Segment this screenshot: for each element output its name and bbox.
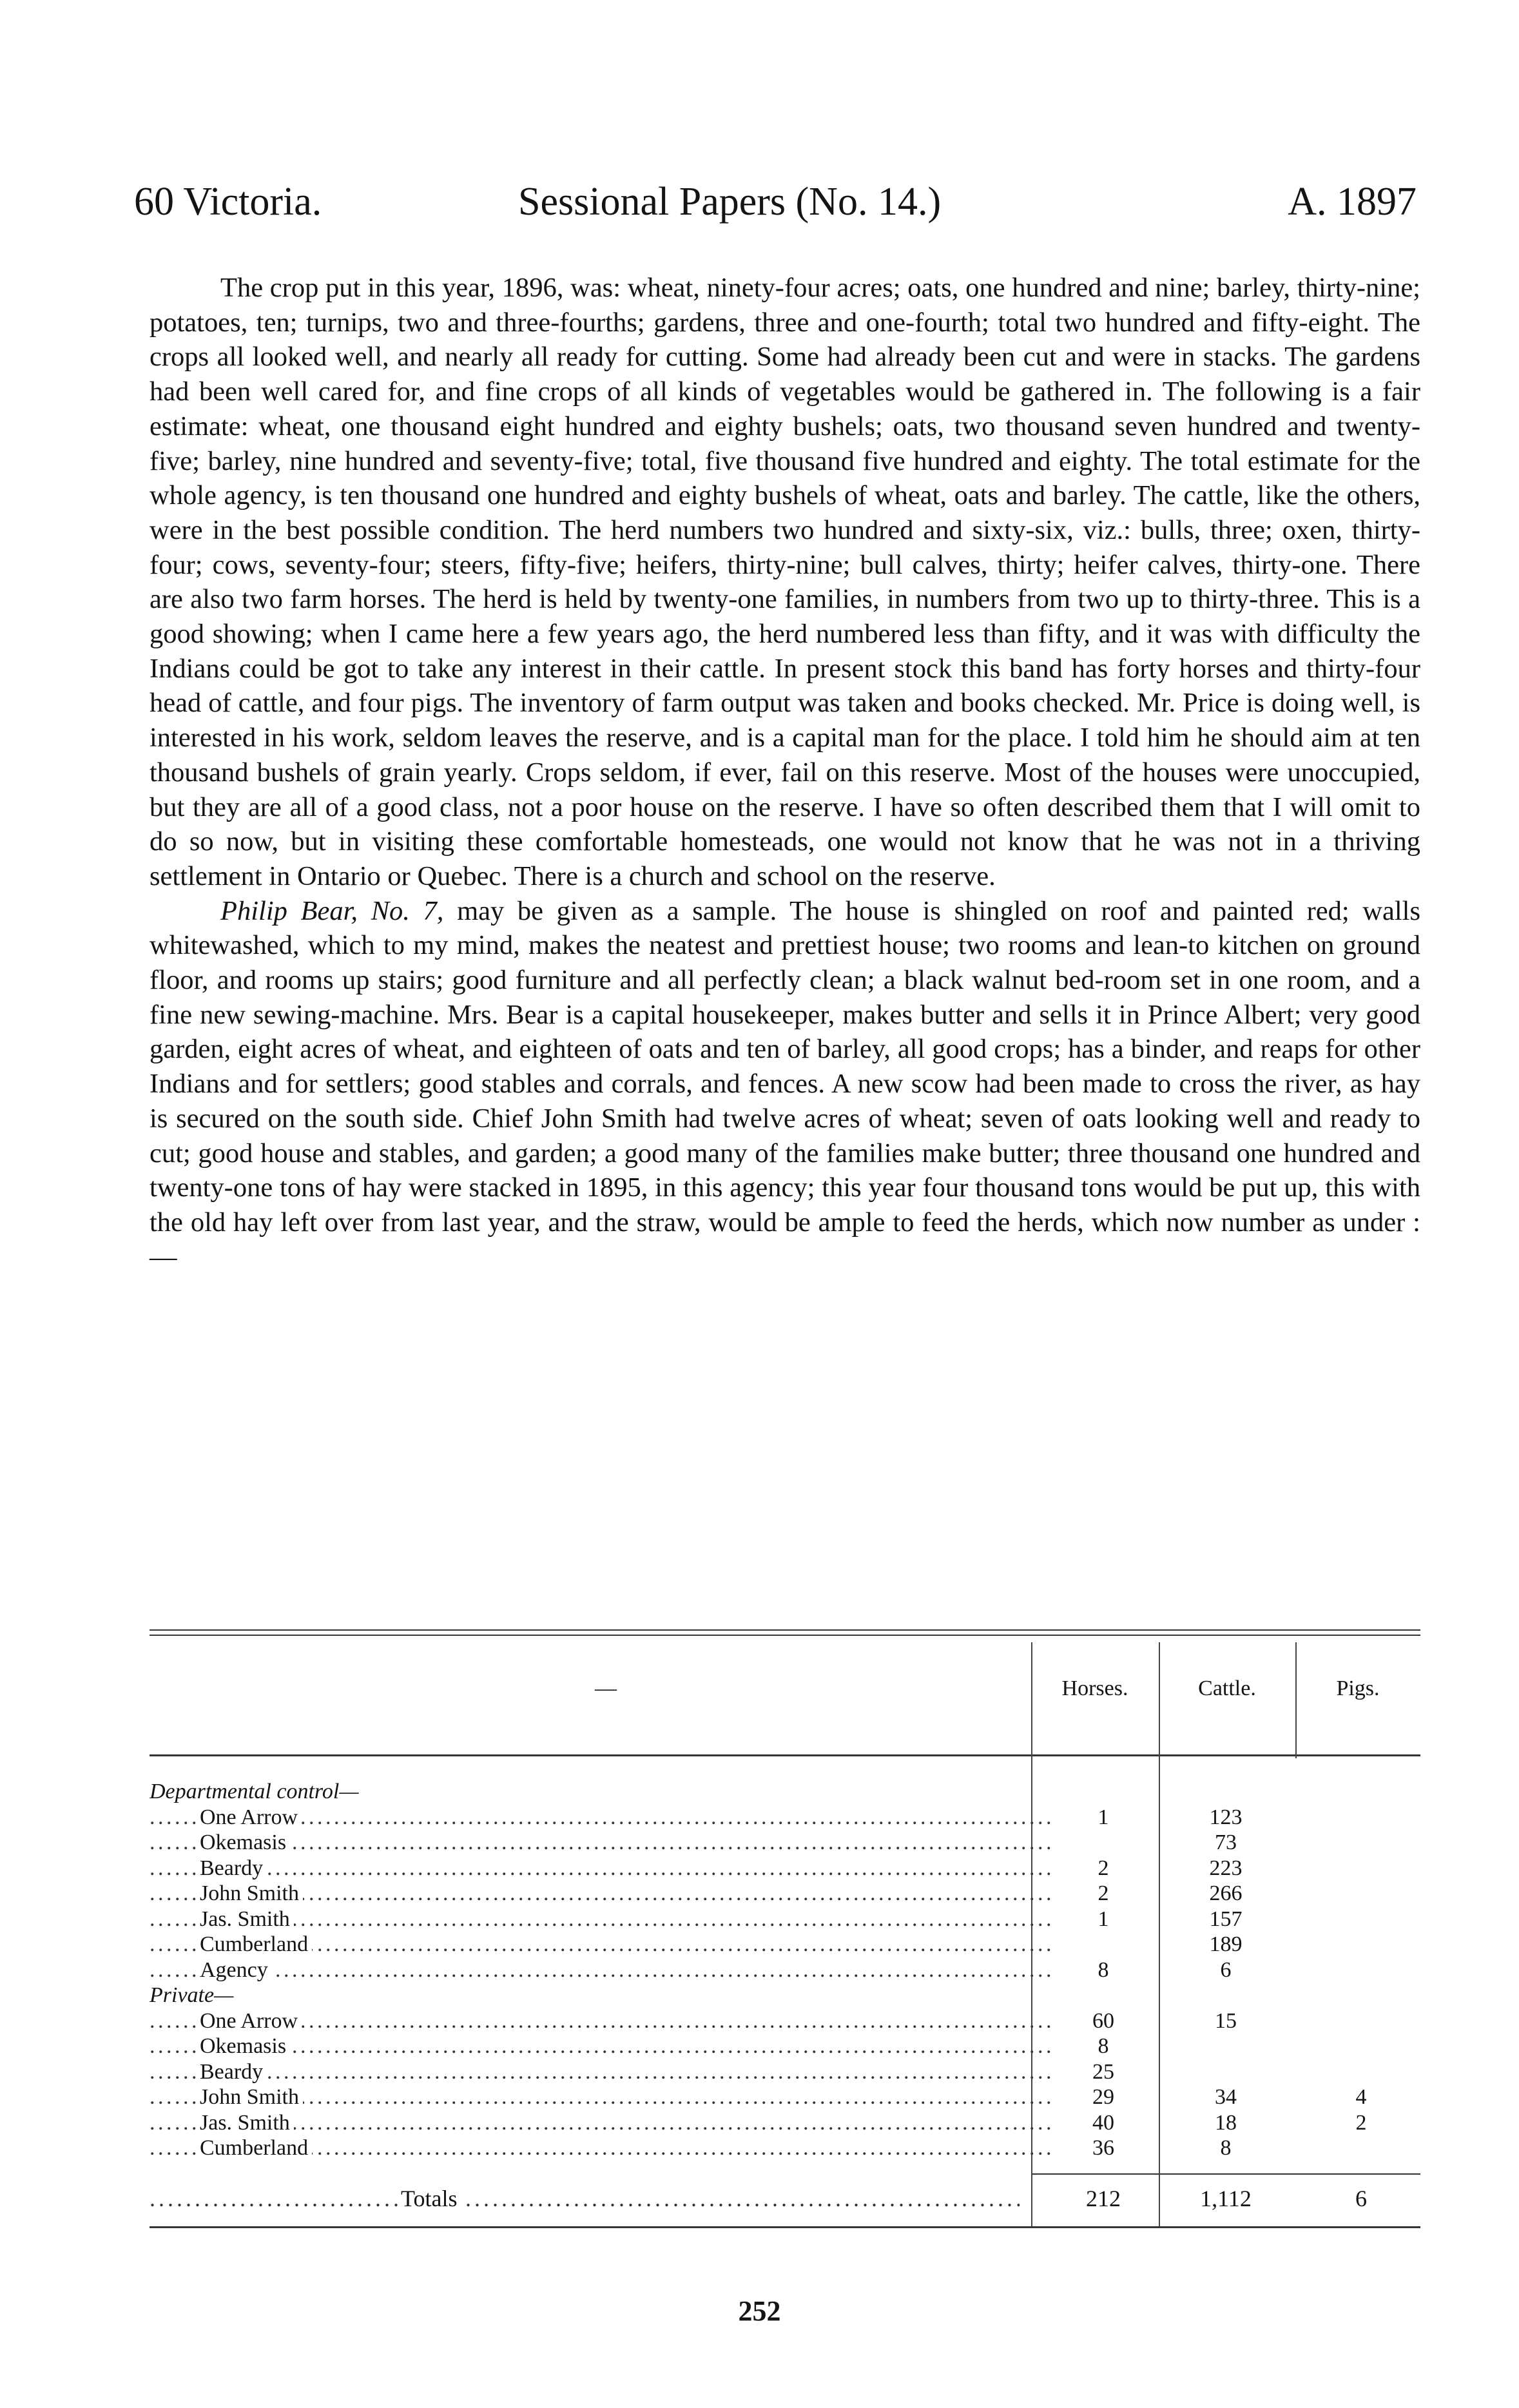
horses-value: 8 bbox=[1098, 1957, 1109, 1982]
cattle-value: 266 bbox=[1209, 1881, 1243, 1905]
row-label: Okemasis bbox=[200, 1830, 290, 1854]
table-row bbox=[150, 1957, 1420, 1983]
running-header bbox=[134, 173, 1417, 231]
paragraph-philip-bear-text: may be given as a sample. The house is shingled on roof and painted red; walls whitewashed, which to my mind, makes the neatest and prettiest house; two rooms and lean-to kitchen on ground floor, and rooms up stairs; good furniture and all perfectly clean; a black walnut bed-room set in one room, and a fine new sewing-machine. Mrs. Bear is a capital housekeeper, makes butter and sells it in Prince Albert; very good garden, eight acres of wheat, and eighteen of oats and ten of barley, all good crops; has a binder, and reaps for other Indians and for settlers; good stables and corrals, and fences. A new scow had been made to cross the river, as hay is secured on the south side. Chief John Smith had twelve acres of wheat; seven of oats looking well and ready to cut; good house and stables, and garden; a good many of the families make butter; three thousand one hundred and twenty-one tons of hay were stacked in 1895, in this agency; this year four thousand tons would be put up, this with the old hay left over from last year, and the straw, would be ample to feed the herds, which now number as under :— bbox=[150, 895, 1420, 1272]
table-row bbox=[150, 2135, 1420, 2161]
totals-pigs: 6 bbox=[1355, 2186, 1367, 2211]
totals-cattle: 1,112 bbox=[1200, 2186, 1252, 2211]
horses-value: 40 bbox=[1092, 2110, 1114, 2135]
horses-value: 36 bbox=[1092, 2136, 1114, 2160]
cattle-value: 189 bbox=[1209, 1932, 1243, 1956]
horses-value: 2 bbox=[1098, 1856, 1109, 1880]
cattle-value: 18 bbox=[1215, 2110, 1237, 2135]
section-heading-row bbox=[150, 1983, 1420, 2008]
row-label: Beardy bbox=[200, 1856, 267, 1880]
paragraph-philip-bear bbox=[150, 894, 1420, 1275]
horses-value: 29 bbox=[1092, 2085, 1114, 2109]
col-header-pigs: Pigs. bbox=[1336, 1676, 1380, 1700]
cattle-value: 6 bbox=[1220, 1957, 1232, 1982]
row-label: Agency bbox=[200, 1958, 272, 1982]
totals-row bbox=[150, 2182, 1420, 2215]
table-bottom-rule bbox=[150, 2226, 1420, 2228]
page-number: 252 bbox=[738, 2295, 781, 2327]
table-row bbox=[150, 1932, 1420, 1957]
table-body bbox=[150, 1779, 1420, 2161]
table-row bbox=[150, 1856, 1420, 1881]
row-label: John Smith bbox=[200, 1881, 303, 1905]
table-row bbox=[150, 1907, 1420, 1932]
row-label: One Arrow bbox=[200, 2009, 302, 2033]
row-label: Beardy bbox=[200, 2060, 267, 2084]
cattle-value: 157 bbox=[1209, 1907, 1243, 1931]
cattle-value: 15 bbox=[1215, 2008, 1237, 2033]
table-row bbox=[150, 1805, 1420, 1830]
cattle-value: 34 bbox=[1215, 2085, 1237, 2109]
table-header-rule bbox=[150, 1754, 1420, 1756]
horses-value: 1 bbox=[1098, 1805, 1109, 1829]
col-header-cattle: Cattle. bbox=[1198, 1676, 1256, 1700]
table-row bbox=[150, 2059, 1420, 2085]
row-label: Cumberland bbox=[200, 2136, 312, 2160]
row-label: Jas. Smith bbox=[200, 1907, 294, 1931]
paragraph-crops: The crop put in this year, 1896, was: wheat, ninety-four acres; oats, one hundred and nine; barley, thirty-nine; potatoes, ten; turnips, two and three-fourths; gardens, three and one-fourth; total two hundred and fifty-eight. The crops all looked well, and nearly all ready for cutting. Some had already been cut and were in stacks. The gardens had been well cared for, and fine crops of all kinds of vegetables would be gathered in. The following is a fair estimate: wheat, one thousand eight hundred and eighty bushels; oats, two thousand seven hundred and twenty-five; barley, nine hundred and seventy-five; total, five thousand five hundred and eighty. The total estimate for the whole agency, is ten thousand one hundred and eighty bushels of wheat, oats and barley. The cattle, like the others, were in the best possible condition. The herd numbers two hundred and sixty-six, viz.: bulls, three; oxen, thirty-four; cows, seventy-four; steers, fifty-five; heifers, thirty-nine; bull calves, thirty; heifer calves, thirty-one. There are also two farm horses. The herd is held by twenty-one families, in numbers from two up to thirty-three. This is a good showing; when I came here a few years ago, the herd numbered less than fifty, and it was with difficulty the Indians could be got to take any interest in their cattle. In present stock this band has forty horses and thirty-four head of cattle, and four pigs. The inventory of farm output was taken and books checked. Mr. Price is doing well, is interested in his work, seldom leaves the reserve, and is a capital man for the place. I told him he should aim at ten thousand bushels of grain yearly. Crops seldom, if ever, fail on this reserve. Most of the houses were unoccupied, but they are all of a good class, not a poor house on the reserve. I have so often described them that I will omit to do so now, but in visiting these comfortable homesteads, one would not know that he was not in a thriving settlement in Ontario or Quebec. There is a church and school on the reserve. bbox=[150, 273, 1420, 891]
section-heading-row bbox=[150, 1779, 1420, 1805]
horses-value: 1 bbox=[1098, 1907, 1109, 1931]
table-row bbox=[150, 2008, 1420, 2034]
section-title: Departmental control— bbox=[150, 1780, 359, 1803]
col-header-horses: Horses. bbox=[1061, 1676, 1128, 1700]
header-title: Sessional Papers (No. 14.) bbox=[518, 180, 942, 224]
header-year: A. 1897 bbox=[1288, 180, 1417, 224]
horses-value: 2 bbox=[1098, 1881, 1109, 1905]
totals-label: Totals bbox=[401, 2186, 461, 2211]
table-top-rule bbox=[150, 1629, 1420, 1636]
pigs-value: 4 bbox=[1355, 2085, 1367, 2109]
section-title: Private— bbox=[150, 1983, 234, 2007]
row-label: Cumberland bbox=[200, 1932, 312, 1956]
cattle-value: 73 bbox=[1215, 1830, 1237, 1854]
row-label: Jas. Smith bbox=[200, 2111, 294, 2135]
cattle-value: 8 bbox=[1220, 2136, 1232, 2160]
body-text bbox=[150, 271, 1420, 1274]
table-sum-rule bbox=[1031, 2173, 1420, 2175]
paragraph-italic-lead: Philip Bear, No. 7, bbox=[220, 895, 444, 926]
cattle-value: 223 bbox=[1209, 1856, 1243, 1880]
pigs-value: 2 bbox=[1355, 2110, 1367, 2135]
horses-value: 60 bbox=[1092, 2008, 1114, 2033]
row-label: John Smith bbox=[200, 2085, 303, 2109]
col-header-label: — bbox=[595, 1676, 617, 1700]
table-row bbox=[150, 2084, 1420, 2110]
row-label: One Arrow bbox=[200, 1805, 302, 1829]
table-row bbox=[150, 1881, 1420, 1907]
horses-value: 8 bbox=[1098, 2034, 1109, 2058]
horses-value: 25 bbox=[1092, 2059, 1114, 2084]
table-row bbox=[150, 2110, 1420, 2136]
table-row bbox=[150, 2034, 1420, 2059]
row-label: Okemasis bbox=[200, 2034, 290, 2058]
cattle-value: 123 bbox=[1209, 1805, 1243, 1829]
header-volume: 60 Victoria. bbox=[134, 180, 322, 224]
table-row bbox=[150, 1830, 1420, 1856]
totals-horses: 212 bbox=[1086, 2186, 1121, 2211]
